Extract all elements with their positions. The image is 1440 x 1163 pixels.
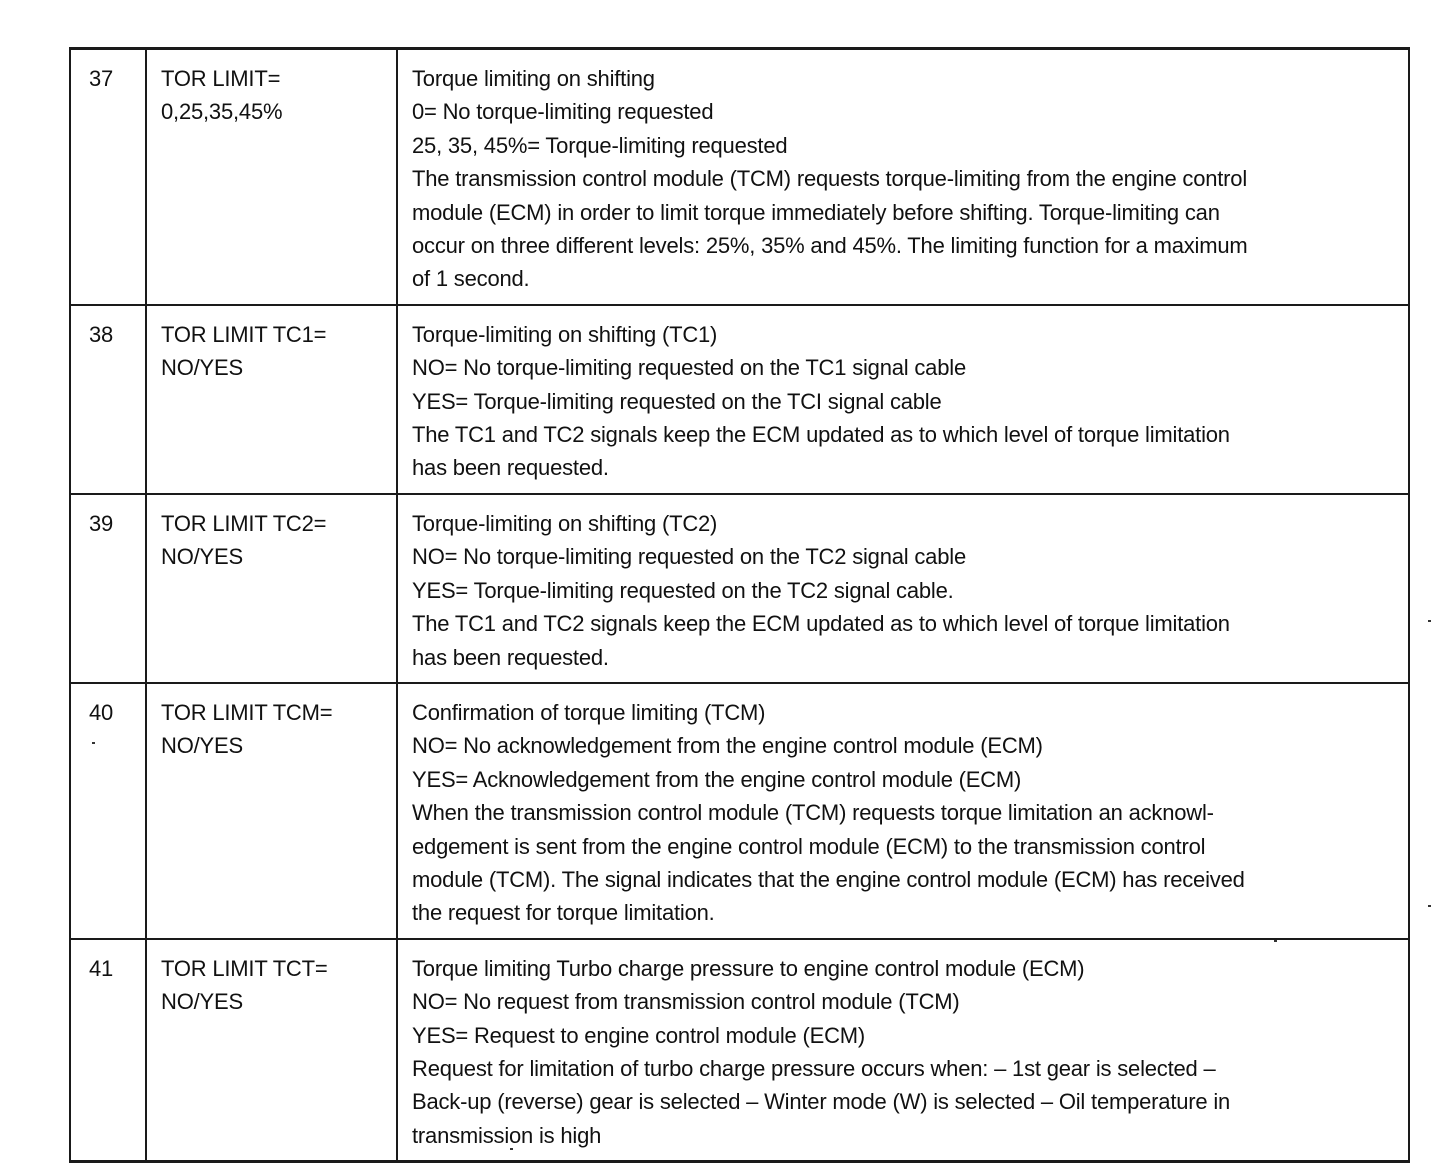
- parameter-cell: [146, 683, 397, 939]
- scan-speck: [92, 742, 95, 744]
- parameter-line: 0,25,35,45%: [161, 99, 283, 125]
- scan-speck: [1428, 905, 1431, 907]
- parameter-line: NO/YES: [161, 733, 243, 759]
- parameter-name: [147, 495, 396, 574]
- description-line: The transmission control module (TCM) requests torque-limiting from the engine control: [412, 166, 1248, 192]
- table-row: [70, 683, 1409, 939]
- parameter-cell: [146, 939, 397, 1162]
- description-line: the request for torque limitation.: [412, 900, 715, 926]
- description-cell: [397, 305, 1409, 494]
- scan-speck: [510, 1148, 513, 1150]
- description-line: Request for limitation of turbo charge pressure occurs when: – 1st gear is selected –: [412, 1055, 1216, 1081]
- description-line: has been requested.: [412, 644, 609, 670]
- row-number-cell: [70, 494, 146, 683]
- description-line: has been requested.: [412, 455, 609, 481]
- description-line: of 1 second.: [412, 266, 530, 292]
- description-cell: [397, 494, 1409, 683]
- table-row: [70, 494, 1409, 683]
- description-line: The TC1 and TC2 signals keep the ECM updated as to which level of torque limitation: [412, 611, 1230, 637]
- description-line: YES= Acknowledgement from the engine control module (ECM): [412, 766, 1022, 792]
- parameter-name: [147, 306, 396, 385]
- description-line: 0= No torque-limiting requested: [412, 99, 714, 125]
- description: [398, 495, 1408, 682]
- description-line: 25, 35, 45%= Torque-limiting requested: [412, 132, 788, 158]
- description-line: edgement is sent from the engine control module (ECM) to the transmission control: [412, 833, 1206, 859]
- parameter-name: [147, 684, 396, 763]
- parameter-line: TOR LIMIT TC1=: [161, 321, 327, 347]
- parameter-line: TOR LIMIT TCT=: [161, 955, 328, 981]
- description-line: Torque-limiting on shifting (TC1): [412, 321, 718, 347]
- parameter-name: [147, 50, 396, 129]
- description-line: occur on three different levels: 25%, 35% and 45%. The limiting function for a maximum: [412, 233, 1248, 259]
- row-number-cell: [70, 305, 146, 494]
- description-line: NO= No acknowledgement from the engine control module (ECM): [412, 733, 1043, 759]
- description-cell: [397, 683, 1409, 939]
- description-line: Torque limiting Turbo charge pressure to engine control module (ECM): [412, 955, 1085, 981]
- parameter-cell: [146, 305, 397, 494]
- scan-speck: [1274, 940, 1277, 942]
- description-line: NO= No request from transmission control module (TCM): [412, 989, 960, 1015]
- table-row: [70, 939, 1409, 1162]
- description-line: NO= No torque-limiting requested on the TC2 signal cable: [412, 544, 966, 570]
- row-number: 38: [89, 321, 114, 347]
- parameter-line: TOR LIMIT=: [161, 66, 281, 91]
- row-number-cell: [70, 683, 146, 939]
- parameter-name: [147, 940, 396, 1019]
- description: [398, 940, 1408, 1160]
- row-number: 41: [89, 955, 114, 981]
- row-number: 40: [89, 699, 114, 725]
- description-line: YES= Torque-limiting requested on the TCI signal cable: [412, 388, 942, 414]
- description-line: Back-up (reverse) gear is selected – Winter mode (W) is selected – Oil temperature in: [412, 1089, 1231, 1115]
- description-line: Torque-limiting on shifting (TC2): [412, 510, 718, 536]
- parameter-cell: [146, 494, 397, 683]
- description: [398, 306, 1408, 493]
- description-cell: [397, 49, 1409, 305]
- description-line: When the transmission control module (TCM) requests torque limitation an acknowl-: [412, 800, 1214, 826]
- description-line: Confirmation of torque limiting (TCM): [412, 699, 766, 725]
- parameter-line: NO/YES: [161, 544, 243, 570]
- parameter-line: TOR LIMIT TCM=: [161, 699, 333, 725]
- description-line: YES= Torque-limiting requested on the TC2 signal cable.: [412, 577, 954, 603]
- description-line: module (ECM) in order to limit torque immediately before shifting. Torque-limiting can: [412, 199, 1220, 225]
- parameter-line: NO/YES: [161, 989, 243, 1015]
- description-line: module (TCM). The signal indicates that the engine control module (ECM) has received: [412, 866, 1245, 892]
- description-line: Torque limiting on shifting: [412, 66, 655, 91]
- row-number: 39: [89, 510, 114, 536]
- scan-speck: [1428, 620, 1431, 622]
- description-cell: [397, 939, 1409, 1162]
- table-row: [70, 49, 1409, 305]
- parameter-line: TOR LIMIT TC2=: [161, 510, 327, 536]
- row-number: 37: [89, 66, 114, 91]
- description: [398, 50, 1408, 304]
- description-line: YES= Request to engine control module (ECM): [412, 1022, 866, 1048]
- description-line: transmission is high: [412, 1122, 602, 1148]
- table-row: [70, 305, 1409, 494]
- row-number-cell: [70, 939, 146, 1162]
- description-line: The TC1 and TC2 signals keep the ECM updated as to which level of torque limitation: [412, 422, 1230, 448]
- row-number-cell: [70, 49, 146, 305]
- parameter-table: [69, 47, 1410, 1163]
- description: [398, 684, 1408, 938]
- parameter-cell: [146, 49, 397, 305]
- description-line: NO= No torque-limiting requested on the TC1 signal cable: [412, 355, 966, 381]
- parameter-line: NO/YES: [161, 355, 243, 381]
